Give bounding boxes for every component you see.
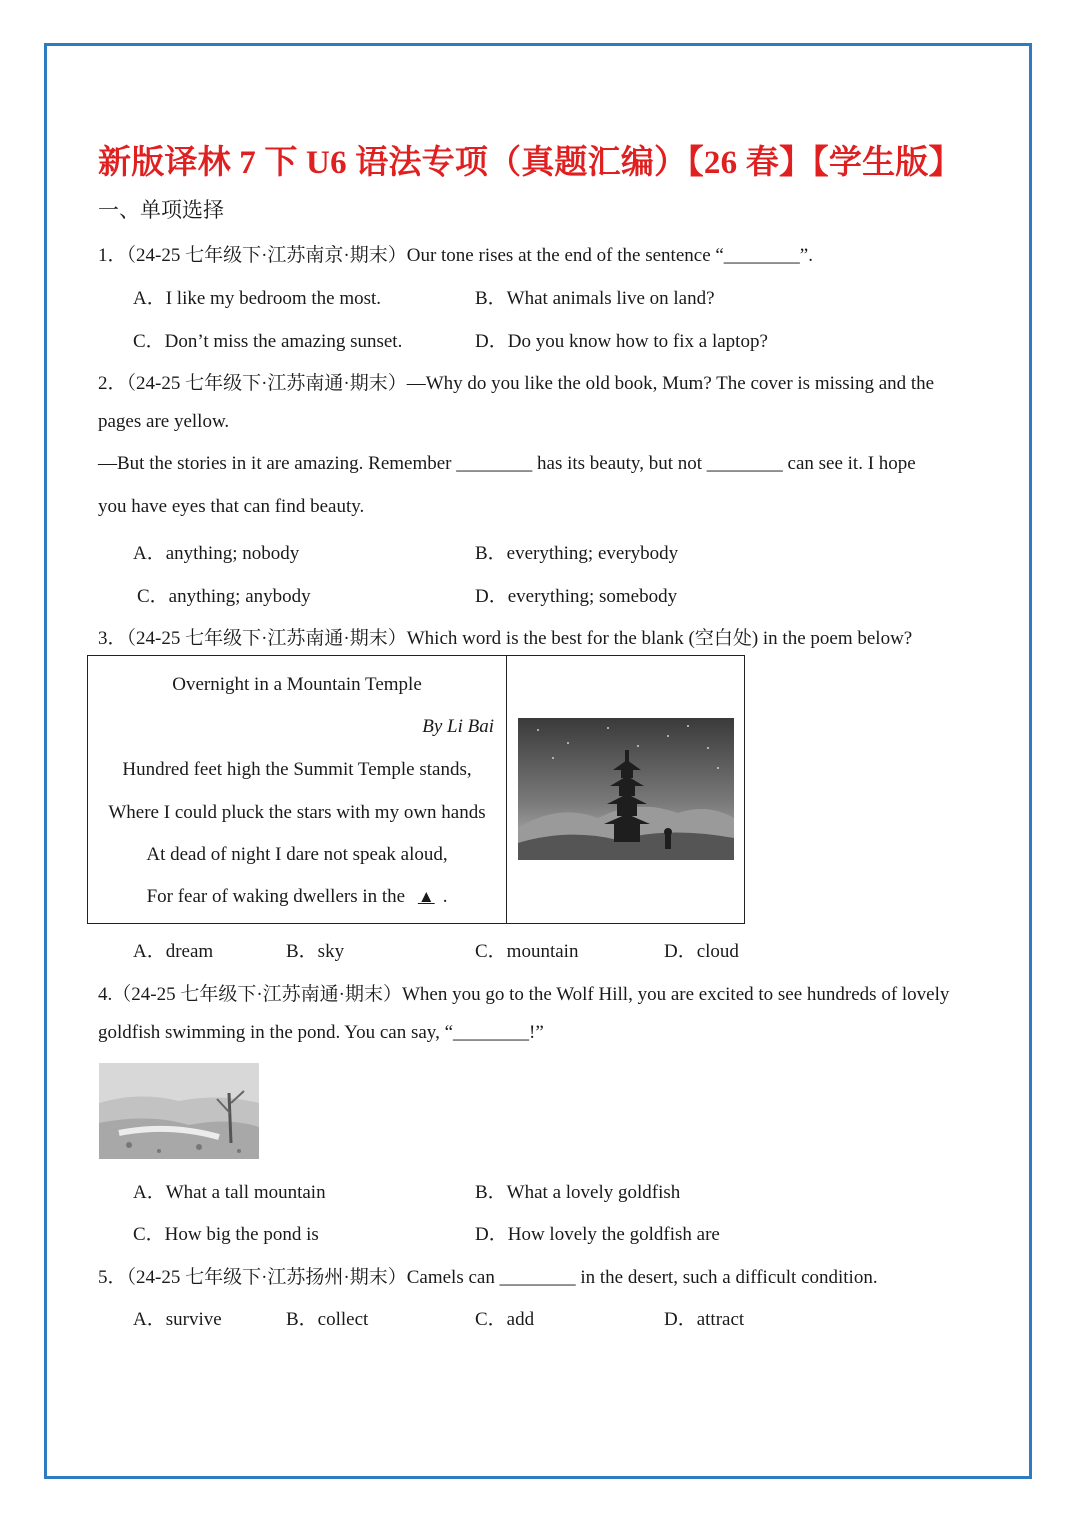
q2-option-c: C．anything; anybody (137, 586, 311, 607)
section-heading: 一、单项选择 (98, 198, 224, 222)
q4-option-a: A．What a tall mountain (133, 1182, 326, 1203)
poem-author: By Li Bai (422, 716, 494, 737)
q5-option-b: B．collect (286, 1309, 369, 1330)
triangle-icon: ▲ (417, 887, 435, 906)
q5-option-d: D．attract (664, 1309, 745, 1330)
q3-option-a: A．dream (133, 941, 214, 962)
poem-line-2: Where I could pluck the stars with my own hands (108, 802, 486, 823)
poem-title: Overnight in a Mountain Temple (172, 674, 422, 695)
q1-option-c: C．Don’t miss the amazing sunset. (133, 331, 403, 352)
q5-option-c: C．add (475, 1309, 535, 1330)
poem-blank (410, 886, 443, 907)
q2-stem-line4: you have eyes that can find beauty. (98, 496, 365, 517)
q5-stem: 5．（24-25 七年级下·江苏扬州·期末）Camels can ________ in the desert, such a difficult condition. (98, 1267, 878, 1288)
q2-option-b: B．everything; everybody (475, 543, 679, 564)
q2-stem-line1: 2．（24-25 七年级下·江苏南通·期末）—Why do you like the old book, Mum? The cover is missing and the (98, 373, 935, 394)
q5-option-a: A．survive (133, 1309, 222, 1330)
q1-option-a: A．I like my bedroom the most. (133, 288, 382, 309)
q1-stem: 1．（24-25 七年级下·江苏南京·期末）Our tone rises at the end of the sentence “________”. (98, 245, 813, 266)
q3-option-d: D．cloud (664, 941, 739, 962)
q1-option-b: B．What animals live on land? (475, 288, 715, 309)
q2-option-a: A．anything; nobody (133, 543, 300, 564)
q4-option-d: D．How lovely the goldfish are (475, 1224, 720, 1245)
poem-line-4: For fear of waking dwellers in the ▲ . (146, 886, 448, 907)
poem-line-4-text: For fear of waking dwellers in the (146, 886, 406, 907)
q3-option-c: C．mountain (475, 941, 579, 962)
pond-painting-image (99, 1063, 259, 1159)
temple-painting-image (518, 718, 734, 860)
poem-line-1: Hundred feet high the Summit Temple stands, (122, 759, 472, 780)
poem-table (87, 655, 745, 924)
poem-table-divider (506, 656, 507, 923)
q3-stem: 3．（24-25 七年级下·江苏南通·期末）Which word is the best for the blank (空白处) in the poem below? (98, 628, 913, 649)
q2-stem-line2: pages are yellow. (98, 411, 230, 432)
q4-stem-line1: 4.（24-25 七年级下·江苏南通·期末）When you go to the Wolf Hill, you are excited to see hundreds of lovely (98, 984, 950, 1005)
q4-option-b: B．What a lovely goldfish (475, 1182, 681, 1203)
q4-stem-line2: goldfish swimming in the pond. You can say, “________!” (98, 1022, 544, 1043)
page-title: 新版译林 7 下 U6 语法专项（真题汇编）【26 春】【学生版】 (98, 145, 962, 181)
poem-line-3: At dead of night I dare not speak aloud, (146, 844, 448, 865)
q2-stem-line3: —But the stories in it are amazing. Remember ________ has its beauty, but not ________ can see it. I hope (98, 453, 916, 474)
q1-option-d: D．Do you know how to fix a laptop? (475, 331, 768, 352)
q4-option-c: C．How big the pond is (133, 1224, 319, 1245)
q3-option-b: B．sky (286, 941, 345, 962)
q2-option-d: D．everything; somebody (475, 586, 678, 607)
